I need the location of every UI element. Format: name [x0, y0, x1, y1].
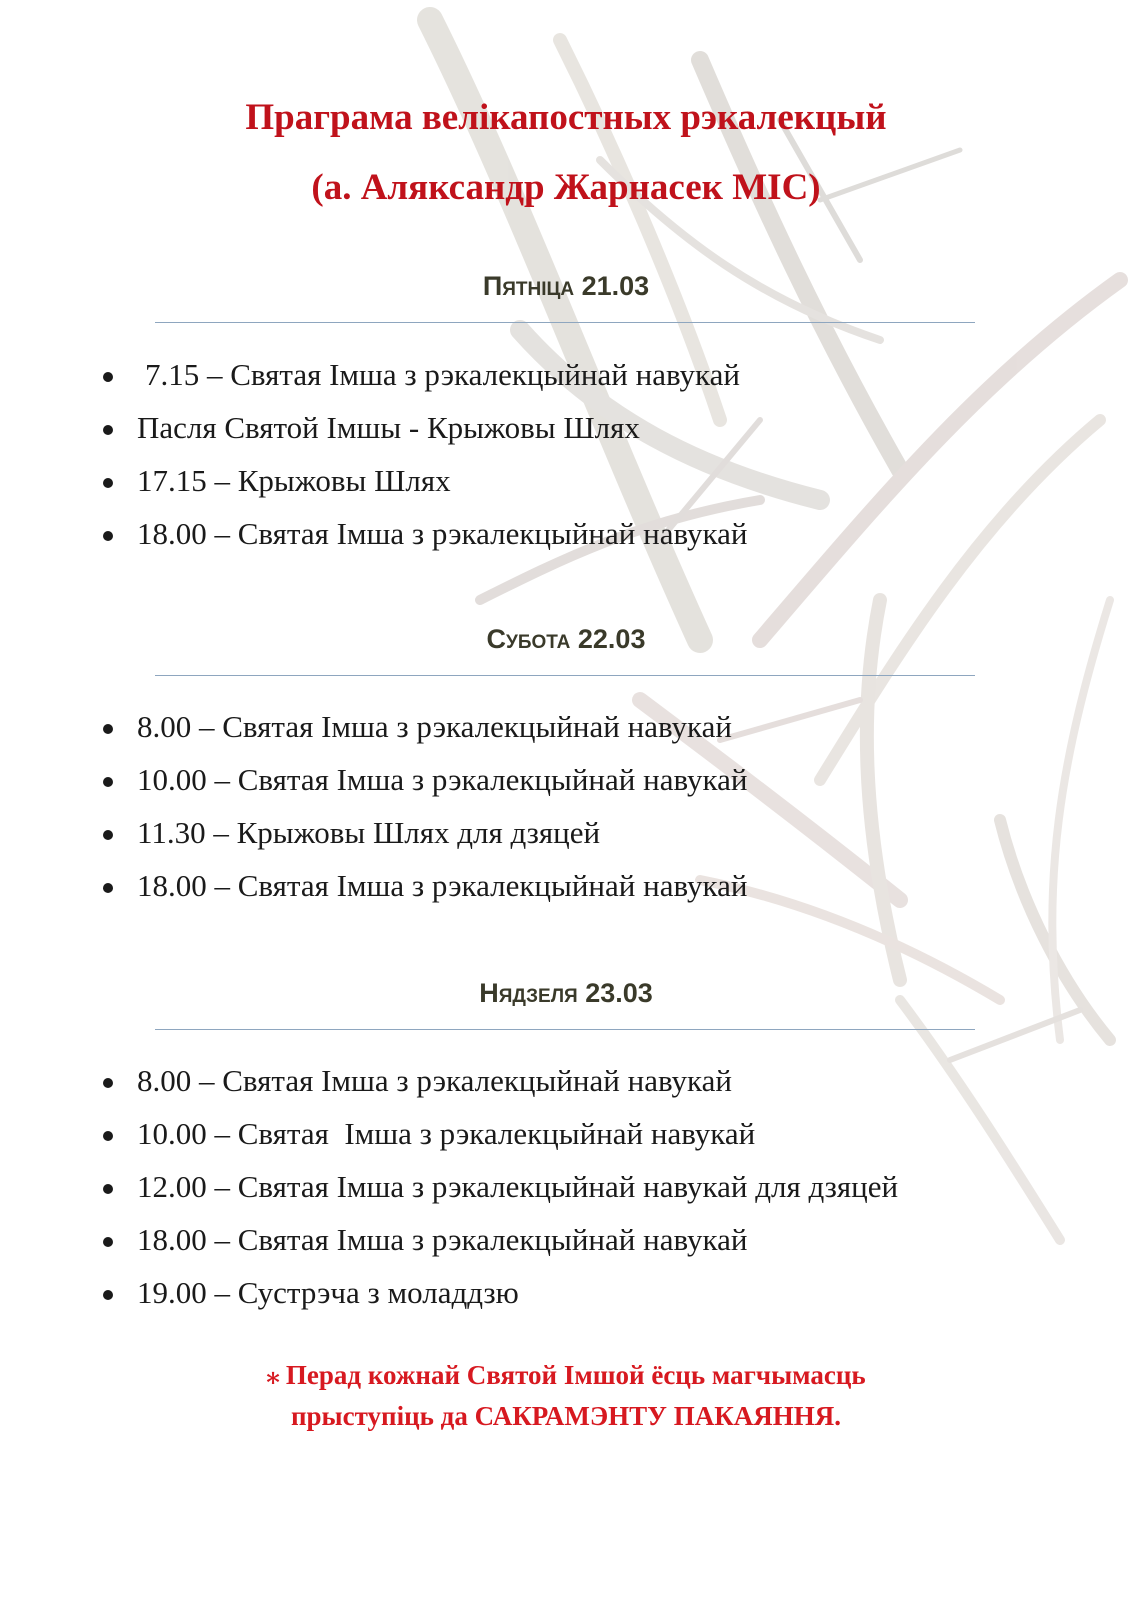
- schedule-item-text: 7.15 – Святая Імша з рэкалекцыйнай навукай: [145, 357, 740, 392]
- schedule-item: [0, 355, 747, 408]
- bullet-icon: [103, 425, 113, 435]
- schedule-item: [0, 760, 747, 813]
- schedule-item-text: 8.00 – Святая Імша з рэкалекцыйнай навукай: [137, 709, 732, 744]
- schedule-item-text: 19.00 – Сустрэча з моладдзю: [137, 1275, 519, 1310]
- bullet-icon: [103, 1131, 113, 1141]
- section-divider: [155, 1029, 975, 1030]
- schedule-item: [0, 866, 747, 919]
- bullet-icon: [103, 830, 113, 840]
- note-text-1: Перад кожнай Святой Імшой ёсць магчымасць: [285, 1360, 866, 1390]
- document-title: Праграма велікапостных рэкалекцый: [245, 97, 887, 138]
- schedule-item-text: 18.00 – Святая Імша з рэкалекцыйнай навукай: [137, 516, 748, 551]
- schedule-item: [0, 1114, 898, 1167]
- document-subtitle: (а. Аляксандр Жарнасек MIC): [311, 167, 821, 208]
- bullet-icon: [103, 1078, 113, 1088]
- section-divider: [155, 675, 975, 676]
- bullet-icon: [103, 724, 113, 734]
- schedule-item-text: 17.15 – Крыжовы Шлях: [137, 463, 451, 498]
- schedule-list-friday: [0, 355, 747, 567]
- schedule-item-text: 10.00 – Святая Імша з рэкалекцыйнай навукай: [137, 1116, 756, 1151]
- schedule-item-text: 10.00 – Святая Імша з рэкалекцыйнай навукай: [137, 762, 748, 797]
- bullet-icon: [103, 1290, 113, 1300]
- bullet-icon: [103, 1184, 113, 1194]
- schedule-item: [0, 1061, 898, 1114]
- note-text-2: прыступіць да САКРАМЭНТУ ПАКАЯННЯ.: [290, 1401, 842, 1431]
- schedule-item: [0, 707, 747, 760]
- schedule-item-text: 8.00 – Святая Імша з рэкалекцыйнай навукай: [137, 1063, 732, 1098]
- day-heading-friday: Пятніца 21.03: [482, 271, 650, 301]
- schedule-item-text: 18.00 – Святая Імша з рэкалекцыйнай навукай: [137, 1222, 748, 1257]
- schedule-item-text: 12.00 – Святая Імша з рэкалекцыйнай навукай для дзяцей: [137, 1169, 899, 1204]
- schedule-item: [0, 1220, 898, 1273]
- schedule-item: [0, 461, 747, 514]
- schedule-list-saturday: [0, 707, 747, 919]
- confession-note: [0, 1355, 1132, 1436]
- schedule-item-text: 18.00 – Святая Імша з рэкалекцыйнай навукай: [137, 868, 748, 903]
- schedule-item: [0, 1167, 898, 1220]
- schedule-item: [0, 1273, 898, 1326]
- bullet-icon: [103, 372, 113, 382]
- schedule-list-sunday: [0, 1061, 898, 1326]
- note-line-1: [0, 1355, 1132, 1396]
- day-heading-saturday: Субота 22.03: [486, 624, 646, 654]
- bullet-icon: [103, 478, 113, 488]
- asterisk-icon: ⁎: [266, 1361, 280, 1390]
- schedule-item: [0, 408, 747, 461]
- schedule-item: [0, 813, 747, 866]
- bullet-icon: [103, 531, 113, 541]
- schedule-item-text: Пасля Святой Імшы - Крыжовы Шлях: [137, 410, 640, 445]
- bullet-icon: [103, 1237, 113, 1247]
- schedule-item: [0, 514, 747, 567]
- day-heading-sunday: Нядзеля 23.03: [479, 978, 653, 1008]
- section-divider: [155, 322, 975, 323]
- bullet-icon: [103, 883, 113, 893]
- bullet-icon: [103, 777, 113, 787]
- schedule-item-text: 11.30 – Крыжовы Шлях для дзяцей: [137, 815, 601, 850]
